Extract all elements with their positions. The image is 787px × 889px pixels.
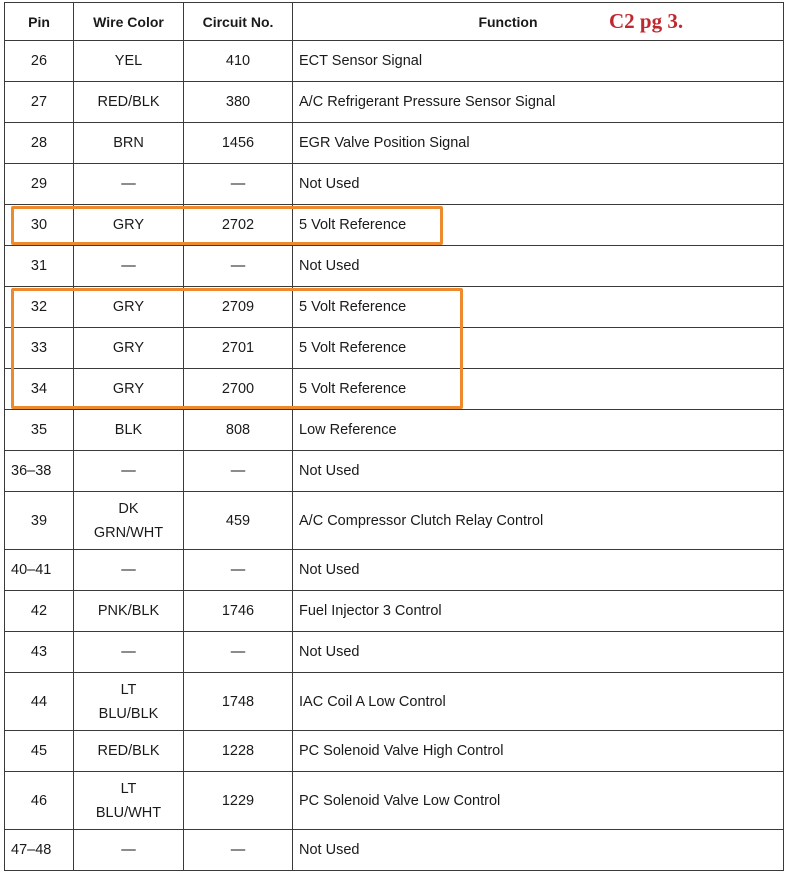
cell-function: IAC Coil A Low Control: [293, 673, 784, 731]
wire-color-line: GRY: [112, 340, 145, 356]
cell-pin: 34: [5, 369, 74, 410]
cell-pin: 45: [5, 731, 74, 772]
cell-wire-color: [74, 731, 184, 772]
table-row: [5, 328, 784, 369]
cell-circuit-no: 2702: [184, 205, 293, 246]
cell-circuit-no: 1456: [184, 123, 293, 164]
wire-color-line: —: [121, 644, 136, 660]
wire-color-line: —: [121, 463, 136, 479]
cell-wire-color: [74, 550, 184, 591]
cell-wire-color: [74, 772, 184, 830]
table-row: [5, 492, 784, 550]
header-wire-color: Wire Color: [74, 3, 184, 41]
table-body: [5, 41, 784, 871]
cell-pin: 26: [5, 41, 74, 82]
wire-color-line: —: [121, 842, 136, 858]
wire-color-line: YEL: [114, 53, 143, 69]
cell-circuit-no: —: [184, 550, 293, 591]
wire-color-line: —: [121, 176, 136, 192]
wire-color-line: GRY: [112, 299, 145, 315]
cell-pin: 43: [5, 632, 74, 673]
cell-circuit-no: —: [184, 246, 293, 287]
cell-function: Not Used: [293, 164, 784, 205]
cell-wire-color: [74, 369, 184, 410]
cell-pin: 27: [5, 82, 74, 123]
header-function: [293, 3, 784, 41]
cell-pin: 40–41: [5, 550, 74, 591]
cell-wire-color: [74, 328, 184, 369]
table-row: [5, 410, 784, 451]
cell-function: A/C Compressor Clutch Relay Control: [293, 492, 784, 550]
cell-function: Not Used: [293, 246, 784, 287]
cell-circuit-no: 410: [184, 41, 293, 82]
cell-wire-color: [74, 410, 184, 451]
header-circuit-no: Circuit No.: [184, 3, 293, 41]
cell-pin: 46: [5, 772, 74, 830]
cell-circuit-no: 2701: [184, 328, 293, 369]
wire-color-line: —: [121, 258, 136, 274]
table-row: [5, 41, 784, 82]
wire-color-line: GRN/WHT: [93, 524, 164, 541]
wire-color-line: LT: [120, 681, 137, 698]
table-row: [5, 369, 784, 410]
cell-wire-color: [74, 673, 184, 731]
wire-color-line: RED/BLK: [97, 94, 160, 110]
cell-circuit-no: 1228: [184, 731, 293, 772]
header-function-label: Function: [478, 13, 538, 30]
cell-circuit-no: 1229: [184, 772, 293, 830]
cell-circuit-no: —: [184, 164, 293, 205]
cell-function: 5 Volt Reference: [293, 328, 784, 369]
cell-circuit-no: —: [184, 451, 293, 492]
cell-pin: 29: [5, 164, 74, 205]
cell-function: PC Solenoid Valve High Control: [293, 731, 784, 772]
cell-pin: 30: [5, 205, 74, 246]
table-row: [5, 731, 784, 772]
wire-color-line: PNK/BLK: [97, 603, 160, 619]
handwritten-annotation: C2 pg 3.: [609, 9, 684, 33]
cell-function: PC Solenoid Valve Low Control: [293, 772, 784, 830]
cell-pin: 33: [5, 328, 74, 369]
cell-wire-color: [74, 205, 184, 246]
cell-function: Low Reference: [293, 410, 784, 451]
cell-wire-color: [74, 830, 184, 871]
cell-pin: 28: [5, 123, 74, 164]
cell-wire-color: [74, 287, 184, 328]
cell-wire-color: [74, 632, 184, 673]
wire-color-line: LT: [120, 780, 137, 797]
wire-color-line: BLK: [114, 422, 143, 438]
cell-function: 5 Volt Reference: [293, 369, 784, 410]
cell-pin: 32: [5, 287, 74, 328]
cell-function: 5 Volt Reference: [293, 205, 784, 246]
table-row: [5, 673, 784, 731]
cell-function: Fuel Injector 3 Control: [293, 591, 784, 632]
cell-pin: 35: [5, 410, 74, 451]
cell-circuit-no: 2709: [184, 287, 293, 328]
cell-circuit-no: 1748: [184, 673, 293, 731]
cell-function: Not Used: [293, 550, 784, 591]
table-row: [5, 591, 784, 632]
table-header-row: [5, 3, 784, 41]
table-row: [5, 632, 784, 673]
table-row: [5, 123, 784, 164]
table-row: [5, 246, 784, 287]
table-row: [5, 205, 784, 246]
table-row: [5, 550, 784, 591]
table-row: [5, 451, 784, 492]
cell-wire-color: [74, 41, 184, 82]
wire-color-line: GRY: [112, 217, 145, 233]
cell-wire-color: [74, 82, 184, 123]
cell-function: Not Used: [293, 632, 784, 673]
cell-wire-color: [74, 451, 184, 492]
table-row: [5, 164, 784, 205]
table-row: [5, 82, 784, 123]
header-pin: Pin: [5, 3, 74, 41]
table-row: [5, 287, 784, 328]
cell-wire-color: [74, 492, 184, 550]
cell-pin: 39: [5, 492, 74, 550]
table-row: [5, 830, 784, 871]
cell-function: ECT Sensor Signal: [293, 41, 784, 82]
cell-circuit-no: —: [184, 632, 293, 673]
cell-pin: 36–38: [5, 451, 74, 492]
wire-color-line: BLU/BLK: [98, 705, 159, 722]
wire-color-line: GRY: [112, 381, 145, 397]
cell-pin: 44: [5, 673, 74, 731]
wire-color-line: —: [121, 562, 136, 578]
cell-circuit-no: 459: [184, 492, 293, 550]
wire-color-line: DK: [118, 500, 139, 517]
wire-color-line: RED/BLK: [97, 743, 160, 759]
cell-circuit-no: —: [184, 830, 293, 871]
cell-function: EGR Valve Position Signal: [293, 123, 784, 164]
cell-wire-color: [74, 123, 184, 164]
cell-pin: 31: [5, 246, 74, 287]
wire-color-line: BRN: [113, 135, 144, 151]
cell-pin: 47–48: [5, 830, 74, 871]
cell-wire-color: [74, 591, 184, 632]
pinout-table: [4, 2, 784, 871]
cell-pin: 42: [5, 591, 74, 632]
cell-circuit-no: 1746: [184, 591, 293, 632]
cell-circuit-no: 808: [184, 410, 293, 451]
cell-function: 5 Volt Reference: [293, 287, 784, 328]
cell-function: A/C Refrigerant Pressure Sensor Signal: [293, 82, 784, 123]
cell-wire-color: [74, 164, 184, 205]
cell-circuit-no: 2700: [184, 369, 293, 410]
table-row: [5, 772, 784, 830]
wire-color-line: BLU/WHT: [95, 804, 162, 821]
cell-wire-color: [74, 246, 184, 287]
cell-function: Not Used: [293, 451, 784, 492]
cell-function: Not Used: [293, 830, 784, 871]
cell-circuit-no: 380: [184, 82, 293, 123]
